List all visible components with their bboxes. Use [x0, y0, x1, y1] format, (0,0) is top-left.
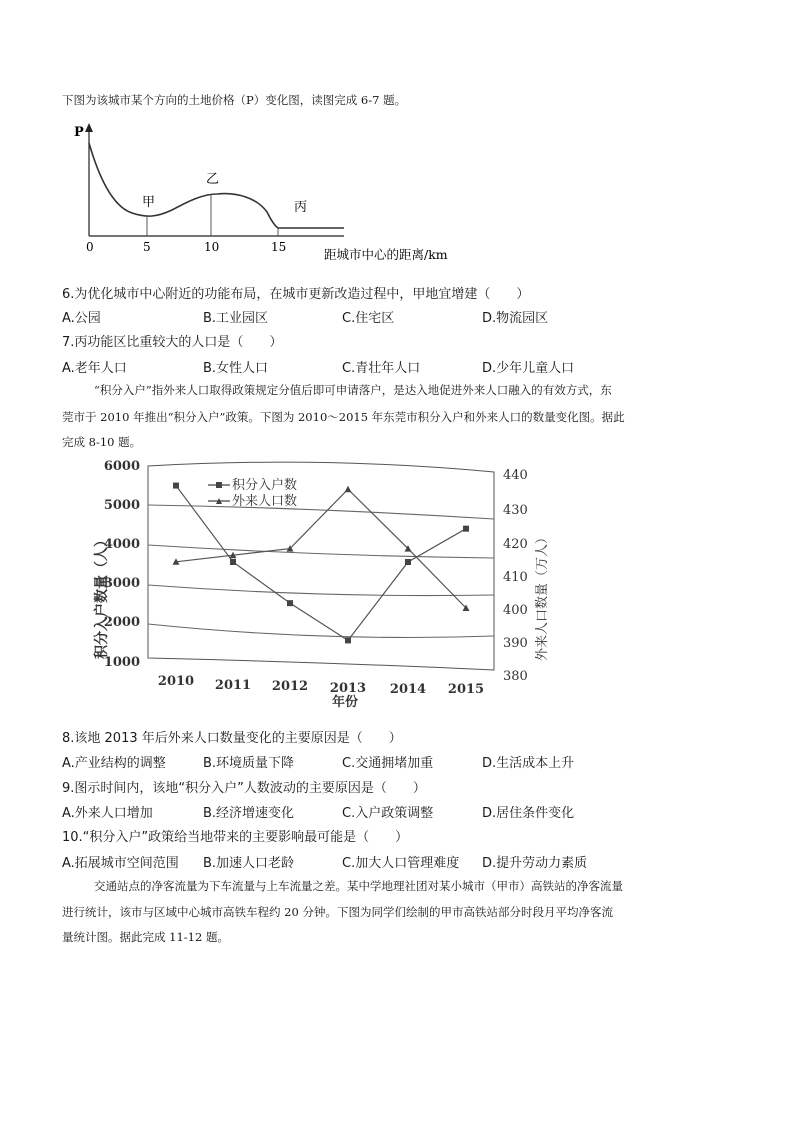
- right-tick-430: 430: [503, 503, 528, 518]
- points-settlement-point-2013: [345, 637, 351, 643]
- x-tick-2013: 2013: [329, 681, 367, 696]
- left-tick-2000: 2000: [103, 615, 140, 630]
- q8-option-a: A.产业结构的调整: [62, 756, 166, 771]
- q7-option-b: B.女性人口: [203, 361, 269, 376]
- left-axis-title: 积分入户数量（人）: [94, 533, 110, 659]
- q10-option-c: C.加大人口管理难度: [342, 856, 460, 871]
- legend: [208, 477, 297, 509]
- legend-label-migrants: 外来人口数: [232, 494, 298, 509]
- intro-text-11-12-line1: 交通站点的净客流量为下车流量与上车流量之差。某中学地理社团对某小城市（甲市）高铁站的净客流量: [94, 879, 623, 893]
- right-tick-440: 440: [503, 468, 528, 483]
- x-tick-2014: 2014: [389, 682, 427, 697]
- q9-option-b: B.经济增速变化: [203, 806, 295, 821]
- points-settlement-point-2011: [230, 559, 236, 565]
- x-tick-15: 15: [271, 240, 287, 254]
- q6-option-c: C.住宅区: [342, 311, 395, 326]
- x-tick-10: 10: [204, 240, 220, 254]
- intro-text-8-10-line3: 完成 8-10 题。: [62, 435, 142, 449]
- q7-option-a: A.老年人口: [62, 361, 127, 376]
- q9-option-c: C.入户政策调整: [342, 806, 434, 821]
- question-10-stem: 10.“积分入户”政策给当地带来的主要影响最可能是（ ）: [62, 830, 409, 845]
- points-settlement-point-2010: [173, 483, 179, 489]
- right-tick-400: 400: [503, 603, 528, 618]
- question-9-stem: 9.图示时间内，该地“积分入户”人数波动的主要原因是（ ）: [62, 781, 426, 796]
- legend-label-points: 积分入户数: [232, 478, 298, 493]
- land-price-chart: [62, 118, 482, 268]
- q9-option-d: D.居住条件变化: [482, 806, 575, 821]
- point-label-yi: 乙: [206, 172, 220, 187]
- q6-option-d: D.物流园区: [482, 311, 549, 326]
- q10-option-a: A.拓展城市空间范围: [62, 856, 179, 871]
- q8-option-c: C.交通拥堵加重: [342, 756, 434, 771]
- points-settlement-chart: [62, 448, 550, 720]
- left-tick-4000: 4000: [103, 537, 140, 552]
- intro-text-11-12-line3: 量统计图。据此完成 11-12 题。: [62, 930, 229, 944]
- plot-frame: [148, 462, 494, 670]
- q8-option-b: B.环境质量下降: [203, 756, 295, 771]
- right-axis-title: 外来人口数量（万人）: [535, 530, 550, 662]
- q10-option-b: B.加速人口老龄: [203, 856, 295, 871]
- right-tick-420: 420: [503, 537, 528, 552]
- left-tick-1000: 1000: [103, 655, 140, 670]
- gridlines: [148, 505, 494, 638]
- x-tick-2012: 2012: [271, 679, 309, 694]
- left-tick-6000: 6000: [103, 459, 140, 474]
- y-axis-label: P: [74, 125, 84, 140]
- question-8-stem: 8.该地 2013 年后外来人口数量变化的主要原因是（ ）: [62, 731, 402, 746]
- points-settlement-point-2014: [405, 559, 411, 565]
- right-tick-380: 380: [503, 669, 528, 684]
- migrants-point-2013: [345, 486, 352, 493]
- question-7-stem: 7.丙功能区比重较大的人口是（ ）: [62, 335, 283, 350]
- points-settlement-point-2012: [287, 600, 293, 606]
- point-label-jia: 甲: [142, 195, 156, 210]
- x-tick-2010: 2010: [157, 674, 195, 689]
- x-tick-2015: 2015: [447, 682, 485, 697]
- intro-text-8-10-line1: “积分入户”指外来人口取得政策规定分值后即可申请落户，是达入地促进外来人口融入的有效方式，东: [94, 383, 612, 397]
- q6-option-a: A.公园: [62, 311, 101, 326]
- points-settlement-point-2015: [463, 526, 469, 532]
- left-tick-5000: 5000: [103, 498, 140, 513]
- question-6-stem: 6.为优化城市中心附近的功能布局，在城市更新改造过程中，甲地宜增建（ ）: [62, 287, 530, 302]
- intro-text-6-7: 下图为该城市某个方向的土地价格（P）变化图，读图完成 6-7 题。: [62, 93, 407, 107]
- left-tick-3000: 3000: [103, 576, 140, 591]
- x-tick-2011: 2011: [214, 678, 252, 693]
- point-label-bing: 丙: [294, 200, 308, 215]
- x-axis-label: 距城市中心的距离/km: [324, 247, 448, 262]
- x-axis-title: 年份: [331, 695, 359, 710]
- q10-option-d: D.提升劳动力素质: [482, 856, 588, 871]
- x-tick-0: 0: [86, 240, 94, 254]
- q9-option-a: A.外来人口增加: [62, 806, 153, 821]
- intro-text-11-12-line2: 进行统计，该市与区域中心城市高铁车程约 20 分钟。下图为同学们绘制的甲市高铁站部分时段月平均净客流: [62, 905, 613, 919]
- right-tick-390: 390: [503, 636, 528, 651]
- intro-text-8-10-line2: 莞市于 2010 年推出“积分入户”政策。下图为 2010～2015 年东莞市积分入户和外来人口的数量变化图。据此: [62, 410, 625, 424]
- right-tick-410: 410: [503, 570, 528, 585]
- q7-option-c: C.青壮年人口: [342, 361, 421, 376]
- q8-option-d: D.生活成本上升: [482, 756, 575, 771]
- q6-option-b: B.工业园区: [203, 311, 269, 326]
- q7-option-d: D.少年儿童人口: [482, 361, 575, 376]
- x-tick-5: 5: [143, 240, 151, 254]
